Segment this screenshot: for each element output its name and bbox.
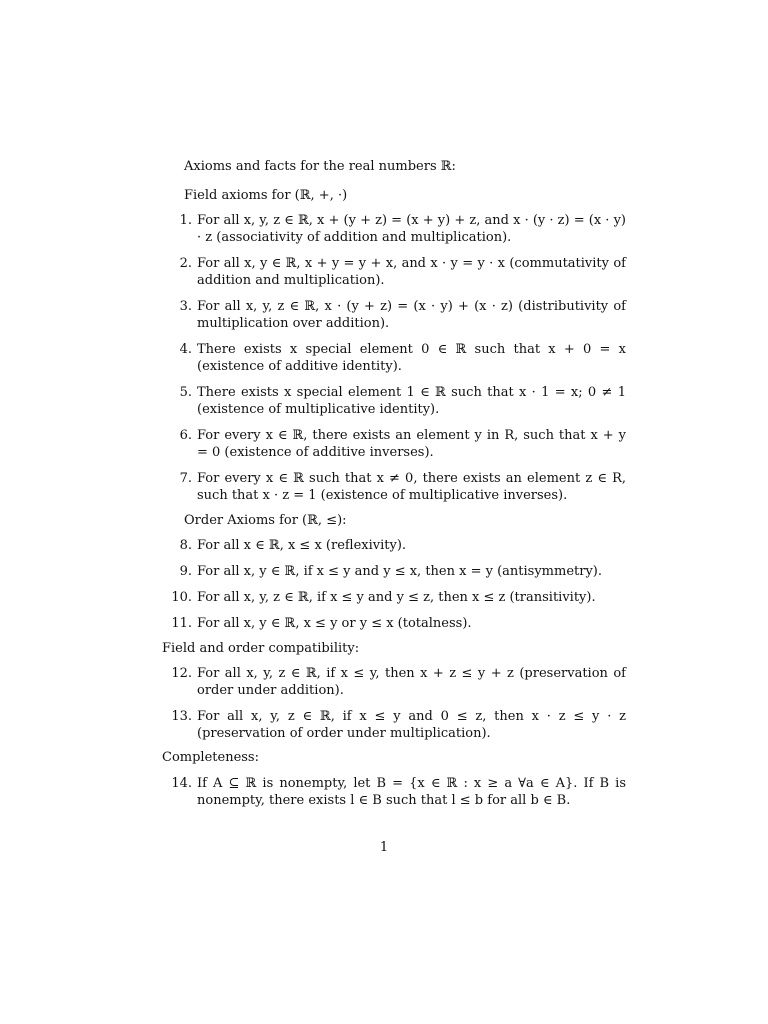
item-number: 7. — [179, 471, 192, 486]
item-text: For all x, y ∈ ℝ, x ≤ y or y ≤ x (totalness). — [197, 616, 472, 631]
intro-line: Axioms and facts for the real numbers ℝ: — [184, 159, 456, 174]
item-number: 13. — [171, 709, 192, 724]
field-axioms-heading: Field axioms for (ℝ, +, ·) — [184, 188, 348, 203]
list-item — [162, 427, 626, 461]
item-text: For all x, y, z ∈ ℝ, if x ≤ y, then x + z ≤ y + z (preservation of order under addition). — [197, 666, 626, 698]
list-item — [162, 615, 626, 632]
item-text: There exists x special element 1 ∈ ℝ such that x · 1 = x; 0 ≠ 1 (existence of multiplicative identity). — [197, 385, 626, 417]
item-number: 2. — [179, 256, 192, 271]
list-item — [162, 341, 626, 375]
list-item — [162, 563, 626, 580]
item-text: For all x, y, z ∈ ℝ, x + (y + z) = (x + y) + z, and x · (y · z) = (x · y) · z (associativity of addition and multiplication). — [197, 213, 626, 245]
item-number: 14. — [171, 776, 192, 791]
item-number: 1. — [179, 213, 192, 228]
list-item — [162, 708, 626, 742]
compatibility-heading: Field and order compatibility: — [162, 641, 360, 656]
item-text: For all x ∈ ℝ, x ≤ x (reflexivity). — [197, 538, 407, 553]
item-text: For all x, y, z ∈ ℝ, x · (y + z) = (x · y) + (x · z) (distributivity of multiplication over addition). — [197, 299, 626, 331]
list-item — [162, 537, 626, 554]
item-number: 5. — [179, 385, 192, 400]
item-number: 6. — [179, 428, 192, 443]
item-text: If A ⊆ ℝ is nonempty, let B = {x ∈ ℝ : x ≥ a ∀a ∈ A}. If B is nonempty, there exists l ∈ B such that l ≤ b for all b ∈ B. — [197, 776, 626, 808]
item-number: 10. — [171, 590, 192, 605]
item-number: 8. — [179, 538, 192, 553]
item-text: For all x, y, z ∈ ℝ, if x ≤ y and 0 ≤ z, then x · z ≤ y · z (preservation of order under multiplication). — [197, 709, 626, 741]
list-item — [162, 212, 626, 246]
list-item — [162, 589, 626, 606]
page-number: 1 — [379, 840, 389, 855]
item-text: For all x, y ∈ ℝ, if x ≤ y and y ≤ x, then x = y (antisymmetry). — [197, 564, 603, 579]
item-number: 3. — [179, 299, 192, 314]
item-text: For every x ∈ ℝ, there exists an element y in R, such that x + y = 0 (existence of additive inverses). — [197, 428, 626, 460]
list-item — [162, 470, 626, 504]
list-item — [162, 298, 626, 332]
item-text: There exists x special element 0 ∈ ℝ such that x + 0 = x (existence of additive identity). — [197, 342, 626, 374]
list-item — [162, 384, 626, 418]
list-item — [162, 255, 626, 289]
item-number: 9. — [179, 564, 192, 579]
completeness-heading: Completeness: — [162, 750, 259, 765]
item-text: For all x, y, z ∈ ℝ, if x ≤ y and y ≤ z, then x ≤ z (transitivity). — [197, 590, 596, 605]
item-number: 11. — [171, 616, 192, 631]
item-text: For all x, y ∈ ℝ, x + y = y + x, and x · y = y · x (commutativity of addition and multiplication). — [197, 256, 626, 288]
order-axioms-heading: Order Axioms for (ℝ, ≤): — [184, 513, 347, 528]
item-text: For every x ∈ ℝ such that x ≠ 0, there exists an element z ∈ R, such that x · z = 1 (existence of multiplicative inverses). — [197, 471, 626, 503]
list-item — [162, 665, 626, 699]
item-number: 12. — [171, 666, 192, 681]
list-item — [162, 775, 626, 809]
item-number: 4. — [179, 342, 192, 357]
